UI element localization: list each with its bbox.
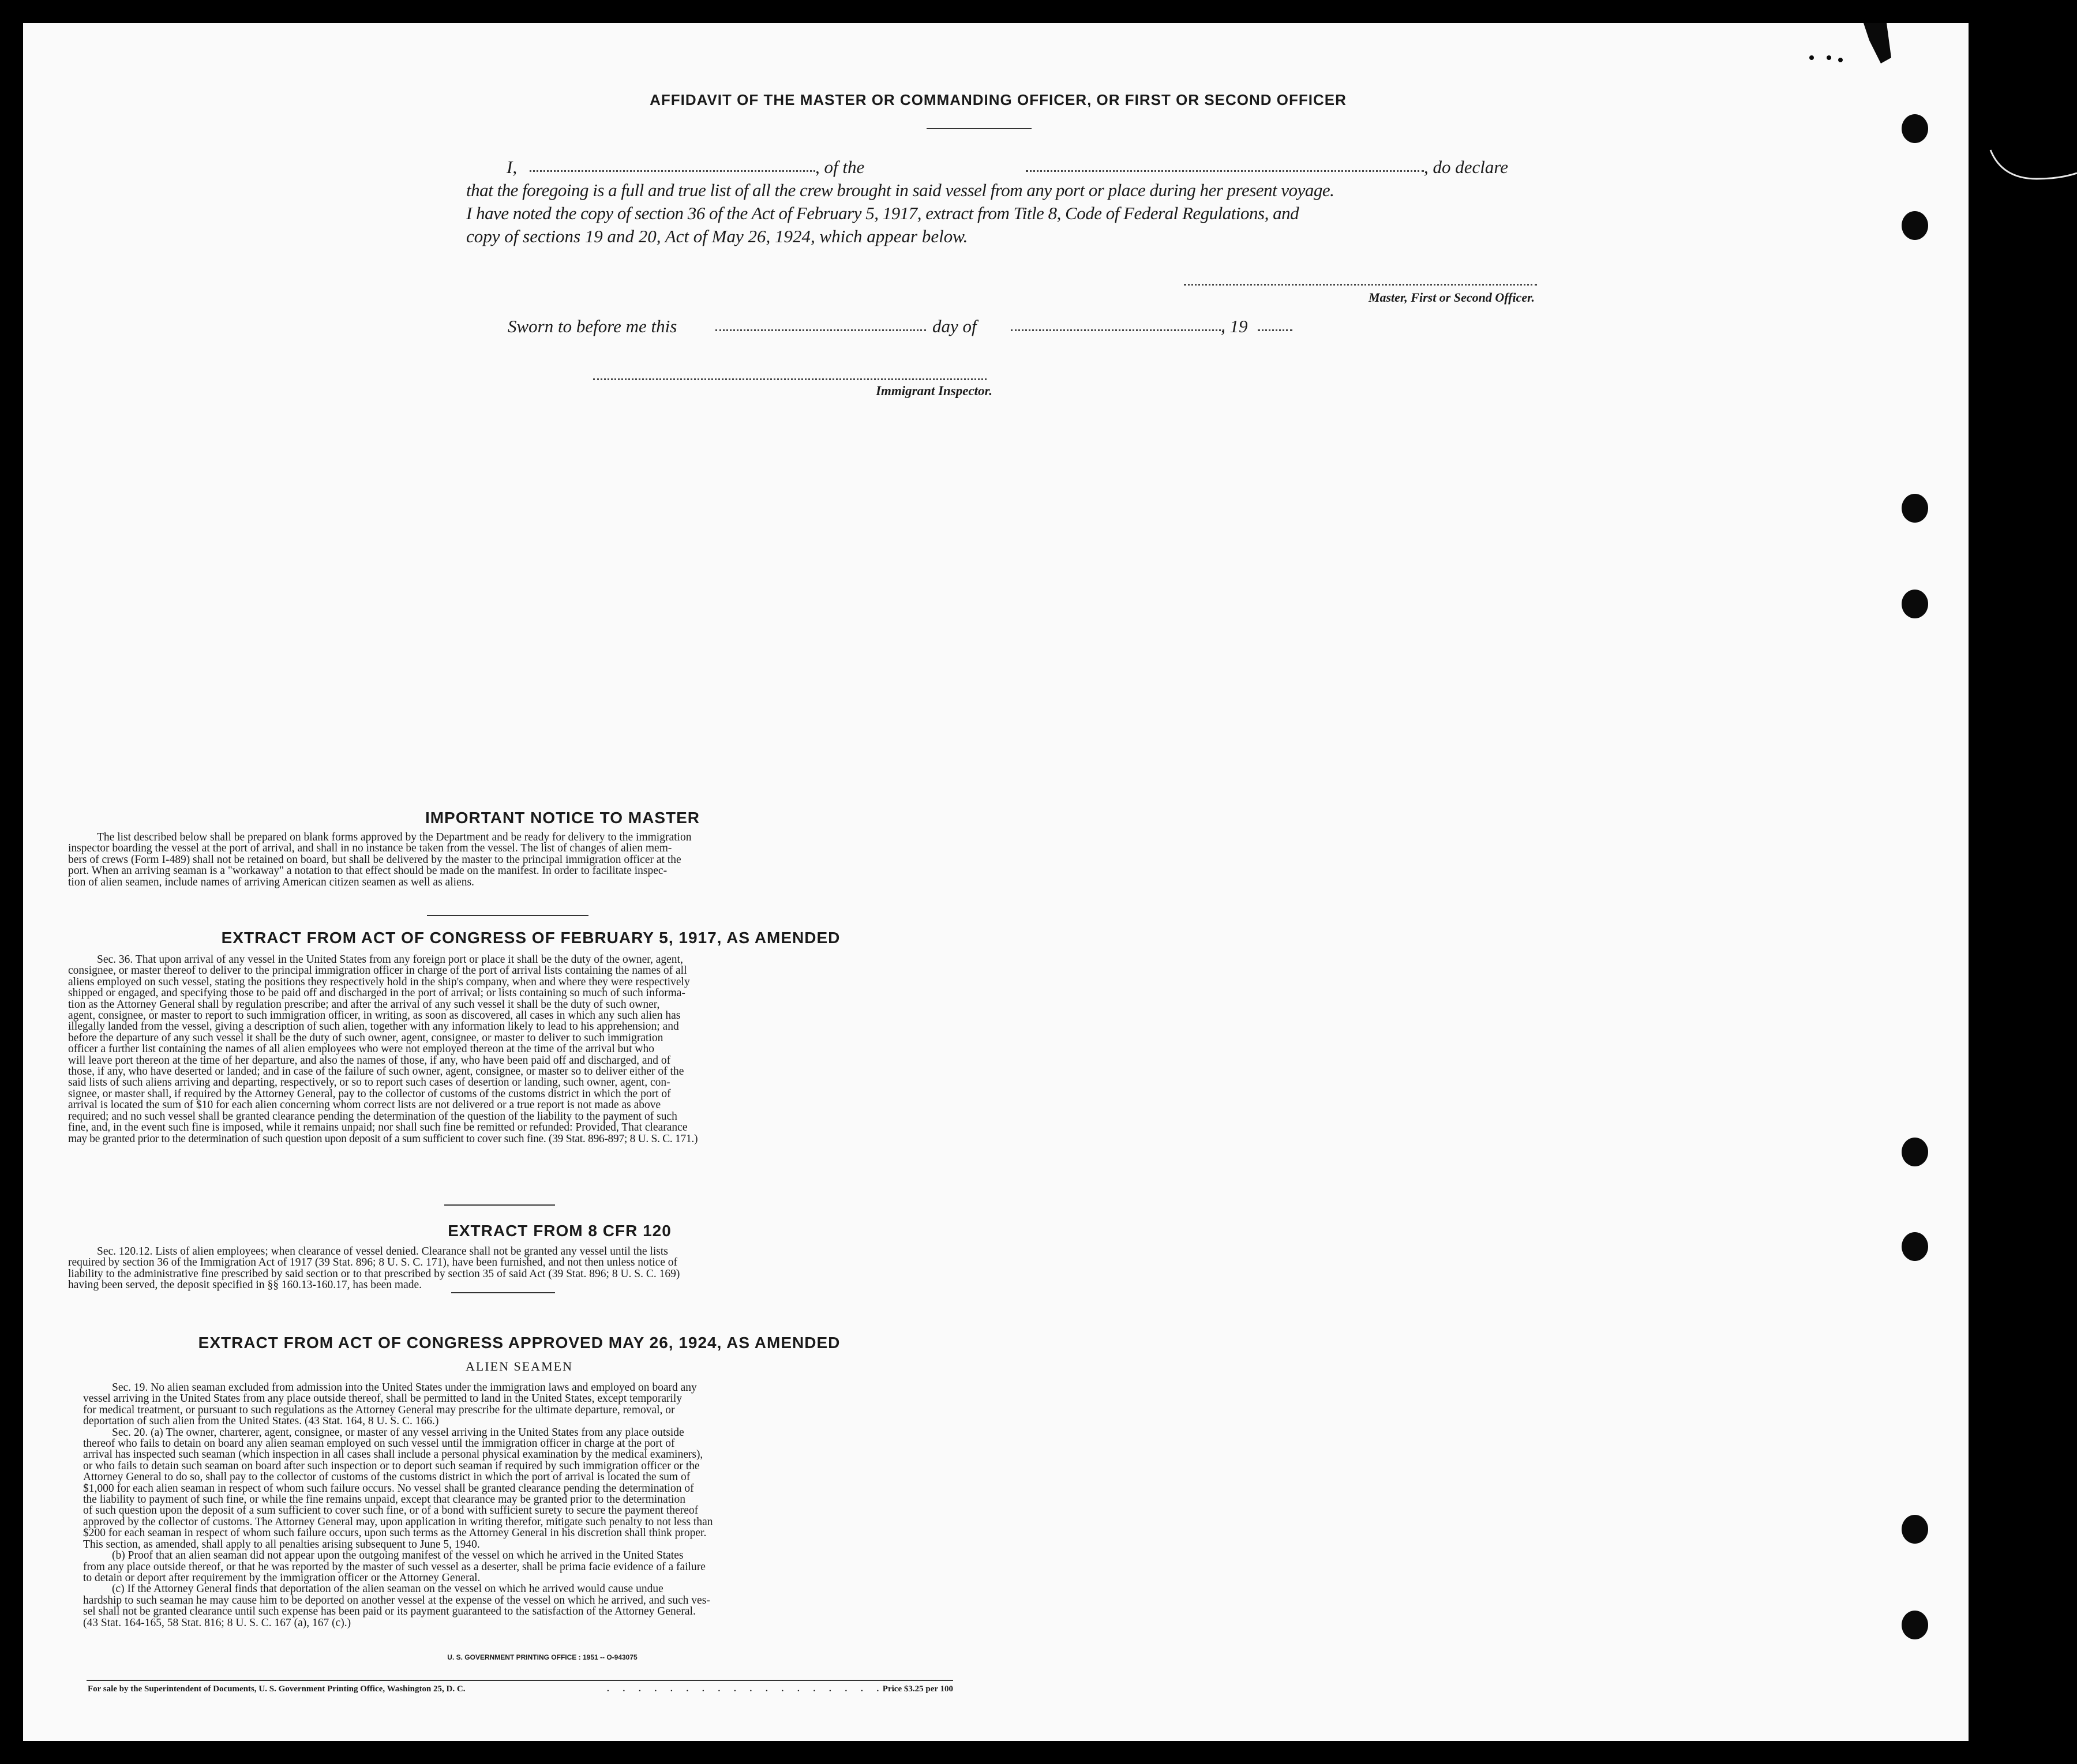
master-caption: Master, First or Second Officer. <box>1368 290 1535 305</box>
extract-1924-line: (b) Proof that an alien seaman did not appear upon the outgoing manifest of the vessel on which he arrived in the United States <box>112 1549 684 1562</box>
vessel-blank <box>1026 170 1424 172</box>
extract-1924-line: from any place outside thereof, or that he was reported by the master of such vessel as a deserter, shall be prima facie evidence of a failure <box>83 1560 706 1573</box>
section-divider <box>444 1204 555 1206</box>
extract-1924-title: EXTRACT FROM ACT OF CONGRESS APPROVED MAY 26, 1924, AS AMENDED <box>198 1334 841 1352</box>
extract-1917-line: will leave port thereon at the time of her departure, and also the names of those, if any, who have been paid off and discharged, and of <box>68 1054 671 1067</box>
extract-cfr-title: EXTRACT FROM 8 CFR 120 <box>448 1222 672 1240</box>
leader-dots: . . . . . . . . . . . . . . . . . . . <box>607 1684 901 1694</box>
extract-1917-title: EXTRACT FROM ACT OF CONGRESS OF FEBRUARY 5, 1917, AS AMENDED <box>221 929 841 947</box>
extract-1917-line: tion as the Attorney General shall by regulation prescribe; and after the arrival of any such vessel it shall be the duty of such owner, <box>68 998 660 1011</box>
sworn-month-blank <box>1011 329 1224 331</box>
section-divider <box>451 1292 555 1293</box>
notice-body <box>68 832 945 888</box>
extract-1917-line: required; and no such vessel shall be granted clearance pending the determination of the question of the liability to the payment of such <box>68 1110 677 1123</box>
extract-1924-line: or who fails to detain such seaman on board after such inspection or to deport such seaman if required by such immigration officer or the <box>83 1459 700 1472</box>
extract-cfr-line: required by section 36 of the Immigration Act of 1917 (39 Stat. 896; 8 U. S. C. 171), have been furnished, and not then unless notice of <box>68 1256 678 1269</box>
extract-1917-line: officer a further list containing the names of all alien employees who were not employed thereon at the time of the arrival but who <box>68 1043 655 1056</box>
extract-cfr-body <box>68 1246 945 1291</box>
notice-line: inspector boarding the vessel at the port of arrival, and shall in no instance be taken from the vessel. The list of changes of alien mem- <box>68 842 672 855</box>
inspector-caption: Immigrant Inspector. <box>876 384 992 398</box>
extract-1924-line: Sec. 19. No alien seaman excluded from admission into the United States under the immigration laws and employed on board any <box>112 1382 697 1394</box>
extract-1924-line: sel shall not be granted clearance until such expense has been paid or its payment guaranteed to the satisfaction of the Attorney General. <box>83 1605 696 1618</box>
affidavit-title: AFFIDAVIT OF THE MASTER OR COMMANDING OFFICER, OR FIRST OR SECOND OFFICER <box>650 91 1347 108</box>
extract-1924-line: for medical treatment, or pursuant to such regulations as the Attorney General may prescribe for the ultimate departure, removal, or <box>83 1403 675 1416</box>
extract-1924-line: thereof who fails to detain on board any alien seaman employed on such vessel until the immigration officer in charge at the port of <box>83 1438 675 1450</box>
notice-line: bers of crews (Form I-489) shall not be retained on board, but shall be delivered by the master to the principal immigration officer at the <box>68 853 681 866</box>
extract-1917-line: Sec. 36. That upon arrival of any vessel in the United States from any foreign port or place it shall be the duty of the owner, agent, <box>97 954 683 966</box>
binder-hole <box>1902 1515 1928 1544</box>
extract-1924-line: (43 Stat. 164-165, 58 Stat. 816; 8 U. S. C. 167 (a), 167 (c).) <box>83 1616 351 1629</box>
extract-1924-line: to detain or deport after requirement by the immigration officer or the Attorney General. <box>83 1571 481 1584</box>
notice-line: tion of alien seamen, include names of arriving American citizen seamen as well as aliens. <box>68 876 474 888</box>
extract-1924-line: Sec. 20. (a) The owner, charterer, agent, consignee, or master of any vessel arriving in the United States from any place outside <box>112 1426 684 1439</box>
notice-line: port. When an arriving seaman is a "workaway" a notation to that effect should be made on the manifest. In order to facilitate inspec- <box>68 865 668 877</box>
sale-notice: For sale by the Superintendent of Documents, U. S. Government Printing Office, Washington 25, D. C. <box>88 1684 466 1694</box>
binder-hole <box>1902 494 1928 523</box>
edge-curl-mark <box>1985 138 2077 196</box>
extract-1924-line: This section, as amended, shall apply to all penalties arising subsequent to June 5, 1940. <box>83 1538 480 1551</box>
extract-1917-line: illegally landed from the vessel, giving a description of such alien, together with any information likely to lead to his apprehension; and <box>68 1020 679 1033</box>
notice-title: IMPORTANT NOTICE TO MASTER <box>425 809 700 827</box>
price: Price $3.25 per 100 <box>882 1684 953 1694</box>
extract-cfr-line: having been served, the deposit specified in §§ 160.13-160.17, has been made. <box>68 1279 422 1292</box>
extract-1917-line: may be granted prior to the determination of such question upon deposit of a sum sufficient to cover such fine. (39 Stat. 896-897; 8 U. S. C. 171.) <box>68 1132 698 1145</box>
year-label: , 19 <box>1221 316 1248 336</box>
binder-hole <box>1902 590 1928 618</box>
extract-1924-line: hardship to such seaman he may cause him to be deported on another vessel at the expense of the vessel on which he arrived, and such ves- <box>83 1594 710 1607</box>
extract-1924-line: $1,000 for each alien seaman in respect of whom such failure occurs. No vessel shall be granted clearance pending the determination of <box>83 1482 694 1495</box>
extract-1917-line: fine, and, in the event such fine is imposed, while it remains unpaid; nor shall such fine be remitted or refunded: Provided, That clearance <box>68 1121 688 1134</box>
do-declare-label: , do declare <box>1424 157 1509 177</box>
corner-tab-mark <box>1800 23 1915 75</box>
gpo-imprint: U. S. GOVERNMENT PRINTING OFFICE : 1951 -- O-943075 <box>447 1653 638 1661</box>
extract-1924-line: arrival has inspected such seaman (which inspection in all cases shall include a personal physical examination by the medical examiners), <box>83 1448 703 1461</box>
extract-1917-line: aliens employed on such vessel, stating the positions they respectively hold in the ship's company, when and where they were respectively <box>68 975 690 988</box>
sworn-day-blank <box>715 329 926 331</box>
binder-hole <box>1902 1611 1928 1639</box>
extract-1917-body <box>68 954 945 1144</box>
affidavit-line-2: that the foregoing is a full and true list of all the crew brought in said vessel from any port or place during her present voyage. <box>466 180 1334 200</box>
extract-1924-line: Attorney General to do so, shall pay to the collector of customs of the customs district in which the port of arrival is located the sum of <box>83 1471 691 1484</box>
section-divider <box>427 915 588 916</box>
sworn-year-blank <box>1258 329 1292 331</box>
i-label: I, <box>507 157 518 177</box>
name-blank <box>530 170 815 172</box>
extract-1924-line: approved by the collector of customs. The Attorney General may, upon application in writing therefor, mitigate such penalty to not less than <box>83 1515 713 1528</box>
sworn-label: Sworn to before me this <box>508 316 677 336</box>
extract-1924-subtitle: ALIEN SEAMEN <box>466 1359 573 1373</box>
extract-1924-line: (c) If the Attorney General finds that deportation of the alien seaman on the vessel on which he arrived would cause undue <box>112 1583 663 1596</box>
extract-1917-line: agent, consignee, or master to report to such immigration officer, in writing, as soon as discovered, all cases in which any such alien has <box>68 1009 681 1022</box>
affidavit-title-rule <box>927 128 1032 129</box>
extract-1924-line: of such question upon the deposit of a sum sufficient to cover such fine, or of a bond with sufficient surety to secure the payment thereof <box>83 1504 699 1517</box>
extract-1924-line: vessel arriving in the United States from any place outside thereof, shall be permitted to land in the United States, except temporarily <box>83 1393 683 1405</box>
extract-1917-line: shipped or engaged, and specifying those to be paid off and discharged in the port of arrival; or lists containing so much of such informa- <box>68 987 685 1000</box>
extract-cfr-line: Sec. 120.12. Lists of alien employees; when clearance of vessel denied. Clearance shall not be granted any vessel until the lists <box>97 1245 668 1258</box>
footer-rule <box>87 1680 953 1681</box>
master-signature-line <box>1184 284 1537 286</box>
extract-1917-line: signee, or master shall, if required by the Attorney General, pay to the collector of customs of the customs district in which the port of <box>68 1087 671 1100</box>
extract-1917-line: those, if any, who have deserted or landed; and in case of the failure of such owner, agent, consignee, or master so to deliver either of the <box>68 1065 684 1078</box>
extract-1924-body <box>83 1382 948 1628</box>
binder-hole <box>1902 1232 1928 1261</box>
day-of-label: day of <box>932 316 977 336</box>
binder-hole <box>1902 114 1928 143</box>
binder-hole <box>1902 1138 1928 1166</box>
binder-hole <box>1902 211 1928 240</box>
of-the-label: , of the <box>815 157 865 177</box>
extract-1924-line: the liability to payment of such fine, or while the fine remains unpaid, except that clearance may be granted prior to the determination <box>83 1493 685 1506</box>
extract-1917-line: before the departure of any such vessel it shall be the duty of such owner, agent, consignee, or master to deliver to such immigration <box>68 1031 663 1044</box>
affidavit-line-4: copy of sections 19 and 20, Act of May 26, 1924, which appear below. <box>466 226 968 246</box>
footer-sale-line <box>88 1684 953 1694</box>
extract-1924-line: $200 for each seaman in respect of whom such failure occurs, upon such terms as the Attorney General in his discretion shall think proper. <box>83 1527 707 1540</box>
extract-1917-line: arrival is located the sum of $10 for each alien concerning whom correct lists are not delivered or a true report is not made as above <box>68 1099 661 1112</box>
affidavit-line-3: I have noted the copy of section 36 of the Act of February 5, 1917, extract from Title 8, Code of Federal Regulations, and <box>466 203 1299 223</box>
notice-line: The list described below shall be prepared on blank forms approved by the Department and be ready for delivery to the immigration <box>97 831 692 843</box>
extract-1917-line: consignee, or master thereof to deliver to the principal immigration officer in charge of the port of arrival lists containing the names of all <box>68 964 687 977</box>
extract-1917-line: said lists of such aliens arriving and departing, respectively, or so to report such cases of desertion or landing, such owner, agent, con- <box>68 1076 670 1089</box>
extract-cfr-line: liability to the administrative fine prescribed by said section or to that prescribed by section 35 of said Act (39 Stat. 896; 8 U. S. C. 169) <box>68 1267 680 1280</box>
document-page <box>23 23 1969 1741</box>
extract-1924-line: deportation of such alien from the United States. (43 Stat. 164, 8 U. S. C. 166.) <box>83 1415 439 1428</box>
inspector-signature-line <box>593 378 987 380</box>
